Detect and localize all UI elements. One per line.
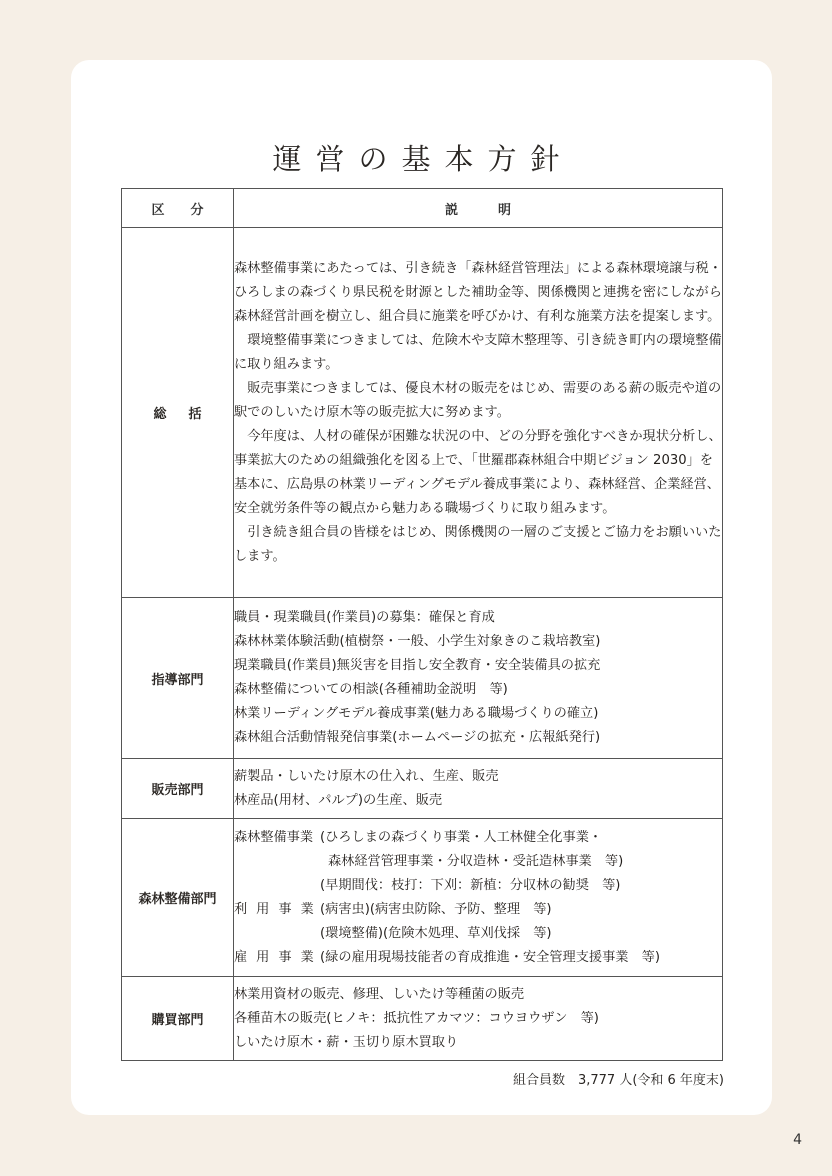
list-item: 林業リーディングモデル養成事業(魅力ある職場づくりの確立) <box>234 706 599 721</box>
paragraph: 森林整備事業にあたっては、引き続き「森林経営管理法」による森林環境譲与税・ひろしまの森づくり県民税を財源とした補助金等、関係機関と連携を密にしながら森林経営計画を樹立し、組合員に施業を呼びかけ、有利な施業方法を提案します。 <box>234 260 722 324</box>
member-count-note: 組合員数 3,777 人(令和 6 年度末) <box>512 1073 724 1088</box>
header-category: 区分 <box>122 189 234 228</box>
list-item: 職員・現業職員(作業員)の募集：確保と育成 <box>234 610 495 625</box>
list-item: 森林組合活動情報発信事業(ホームページの拡充・広報紙発行) <box>234 730 601 745</box>
page-number: 4 <box>793 1132 802 1148</box>
item-label: 森林整備事業 <box>234 829 314 845</box>
table-row-purchasing <box>122 977 723 1061</box>
paragraph: 販売事業につきましては、優良木材の販売をはじめ、需要のある薪の販売や道の駅でのしいたけ原木等の販売拡大に努めます。 <box>234 380 722 420</box>
table-header-row <box>122 189 723 228</box>
description-cell <box>234 819 723 977</box>
item-text: (ひろしまの森づくり事業・人工林健全化事業・ <box>320 829 603 845</box>
table-row-forestry <box>122 819 723 977</box>
category-cell: 購買部門 <box>122 977 234 1061</box>
paragraph: 環境整備事業につきましては、危険木や支障木整理等、引き続き町内の環境整備に取り組みます。 <box>234 332 722 372</box>
table-row-guidance <box>122 598 723 759</box>
category-cell: 森林整備部門 <box>122 819 234 977</box>
list-item-continuation: 森林経営管理事業・分収造林・受託造林事業 等) <box>328 853 624 869</box>
page-title: 運営の基本方針 <box>272 142 574 177</box>
category-cell: 総括 <box>122 228 234 598</box>
list-item: 林業用資材の販売、修理、しいたけ等種菌の販売 <box>234 986 525 1002</box>
table-row-general <box>122 228 723 598</box>
description-cell <box>234 977 723 1061</box>
description-cell <box>234 759 723 819</box>
item-text: (病害虫)(病害虫防除、予防、整理 等) <box>320 901 552 917</box>
list-item-continuation: (早期間伐：枝打：下刈：新植：分収林の勧奨 等) <box>320 877 621 893</box>
item-text: (緑の雇用現場技能者の育成推進・安全管理支援事業 等) <box>320 949 660 965</box>
description-cell <box>234 598 723 759</box>
description-cell <box>234 228 723 598</box>
category-cell: 指導部門 <box>122 598 234 759</box>
paragraph: 今年度は、人材の確保が困難な状況の中、どの分野を強化すべきか現状分析し、事業拡大のための組織強化を図る上で、「世羅郡森林組合中期ビジョン 2030」を基本に、広島県の林業リーディングモデル養成事業により、森林経営、企業経営、安全就労条件等の観点から魅力ある職場づくりに取り組みます。 <box>234 428 722 516</box>
header-description: 説明 <box>234 189 723 228</box>
item-label: 利用事業 <box>234 901 323 917</box>
list-item-continuation: (環境整備)(危険木処理、草刈伐採 等) <box>320 925 552 941</box>
category-cell: 販売部門 <box>122 759 234 819</box>
list-item: 林産品(用材、パルプ)の生産、販売 <box>234 792 443 808</box>
list-item: 森林林業体験活動(植樹祭・一般、小学生対象きのこ栽培教室) <box>234 634 601 649</box>
item-label: 雇用事業 <box>234 949 323 965</box>
list-item <box>234 826 722 850</box>
list-item: 森林整備についての相談(各種補助金説明 等) <box>234 682 508 697</box>
list-item: 薪製品・しいたけ原木の仕入れ、生産、販売 <box>234 768 499 784</box>
table-row-sales <box>122 759 723 819</box>
paragraph: 引き続き組合員の皆様をはじめ、関係機関の一層のご支援とご協力をお願いいたします。 <box>234 524 722 564</box>
list-item: 各種苗木の販売(ヒノキ：抵抗性アカマツ：コウヨウザン 等) <box>234 1010 599 1026</box>
list-item: 現業職員(作業員)無災害を目指し安全教育・安全装備具の拡充 <box>234 658 601 673</box>
list-item <box>234 946 722 970</box>
list-item: しいたけ原木・薪・玉切り原木買取り <box>234 1034 459 1050</box>
policy-table <box>121 188 723 1061</box>
list-item <box>234 898 722 922</box>
